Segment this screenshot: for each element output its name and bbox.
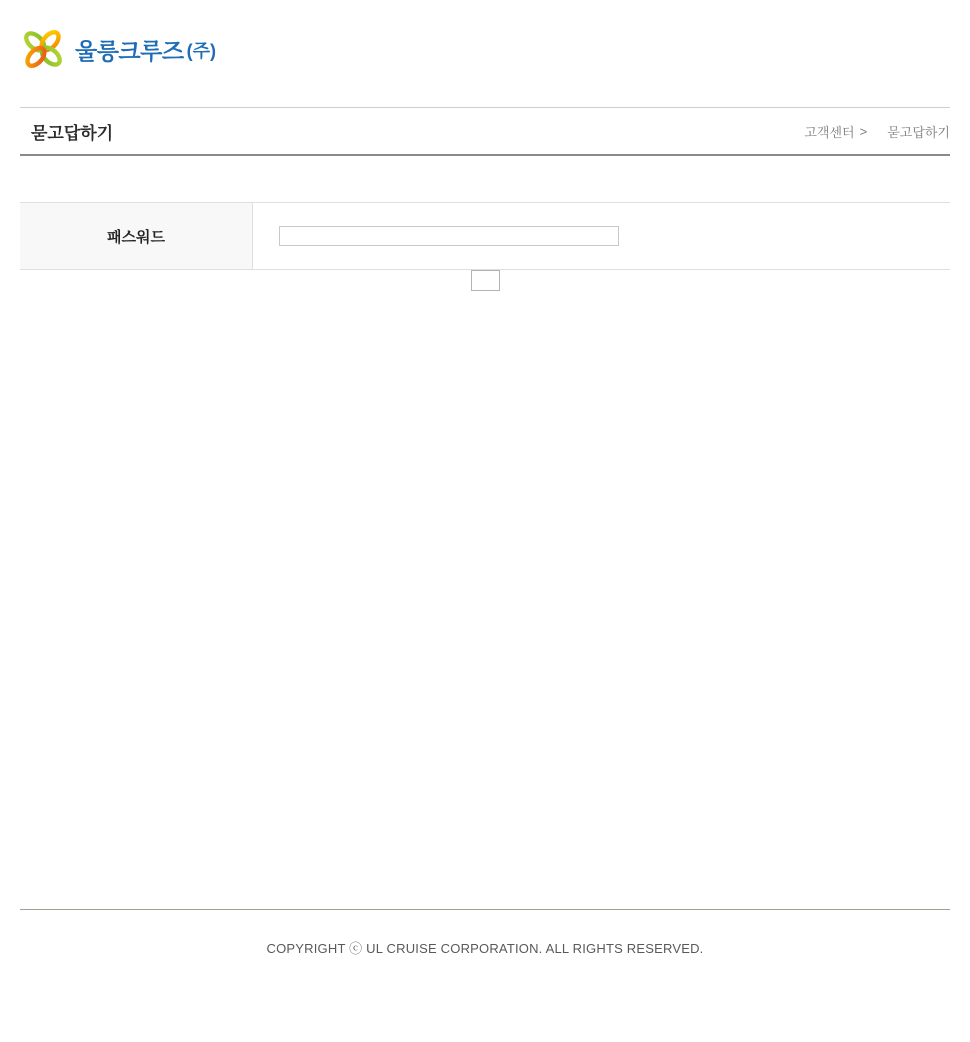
breadcrumb-item-customer-center[interactable]: 고객센터 bbox=[804, 124, 855, 140]
footer bbox=[20, 909, 950, 957]
breadcrumb-item-qna[interactable]: 묻고답하기 bbox=[887, 124, 950, 140]
logo-link[interactable] bbox=[20, 26, 216, 72]
breadcrumb-separator: > bbox=[859, 123, 868, 139]
password-form-table bbox=[20, 202, 950, 270]
password-label: 패스워드 bbox=[20, 203, 253, 269]
confirm-button[interactable] bbox=[471, 270, 500, 291]
pinwheel-flower-icon bbox=[20, 26, 66, 72]
breadcrumb bbox=[804, 122, 950, 141]
logo-text: 울릉크루즈 bbox=[75, 37, 184, 64]
password-value-cell bbox=[253, 203, 950, 269]
title-bar bbox=[20, 107, 950, 156]
table-row bbox=[20, 203, 950, 269]
password-input[interactable] bbox=[279, 226, 619, 246]
logo-suffix: (주) bbox=[186, 41, 216, 61]
page-title: 묻고답하기 bbox=[31, 123, 114, 143]
site-header bbox=[20, 26, 216, 72]
copyright-text: COPYRIGHT ⓒ UL CRUISE CORPORATION. ALL RIGHTS RESERVED. bbox=[266, 941, 704, 956]
